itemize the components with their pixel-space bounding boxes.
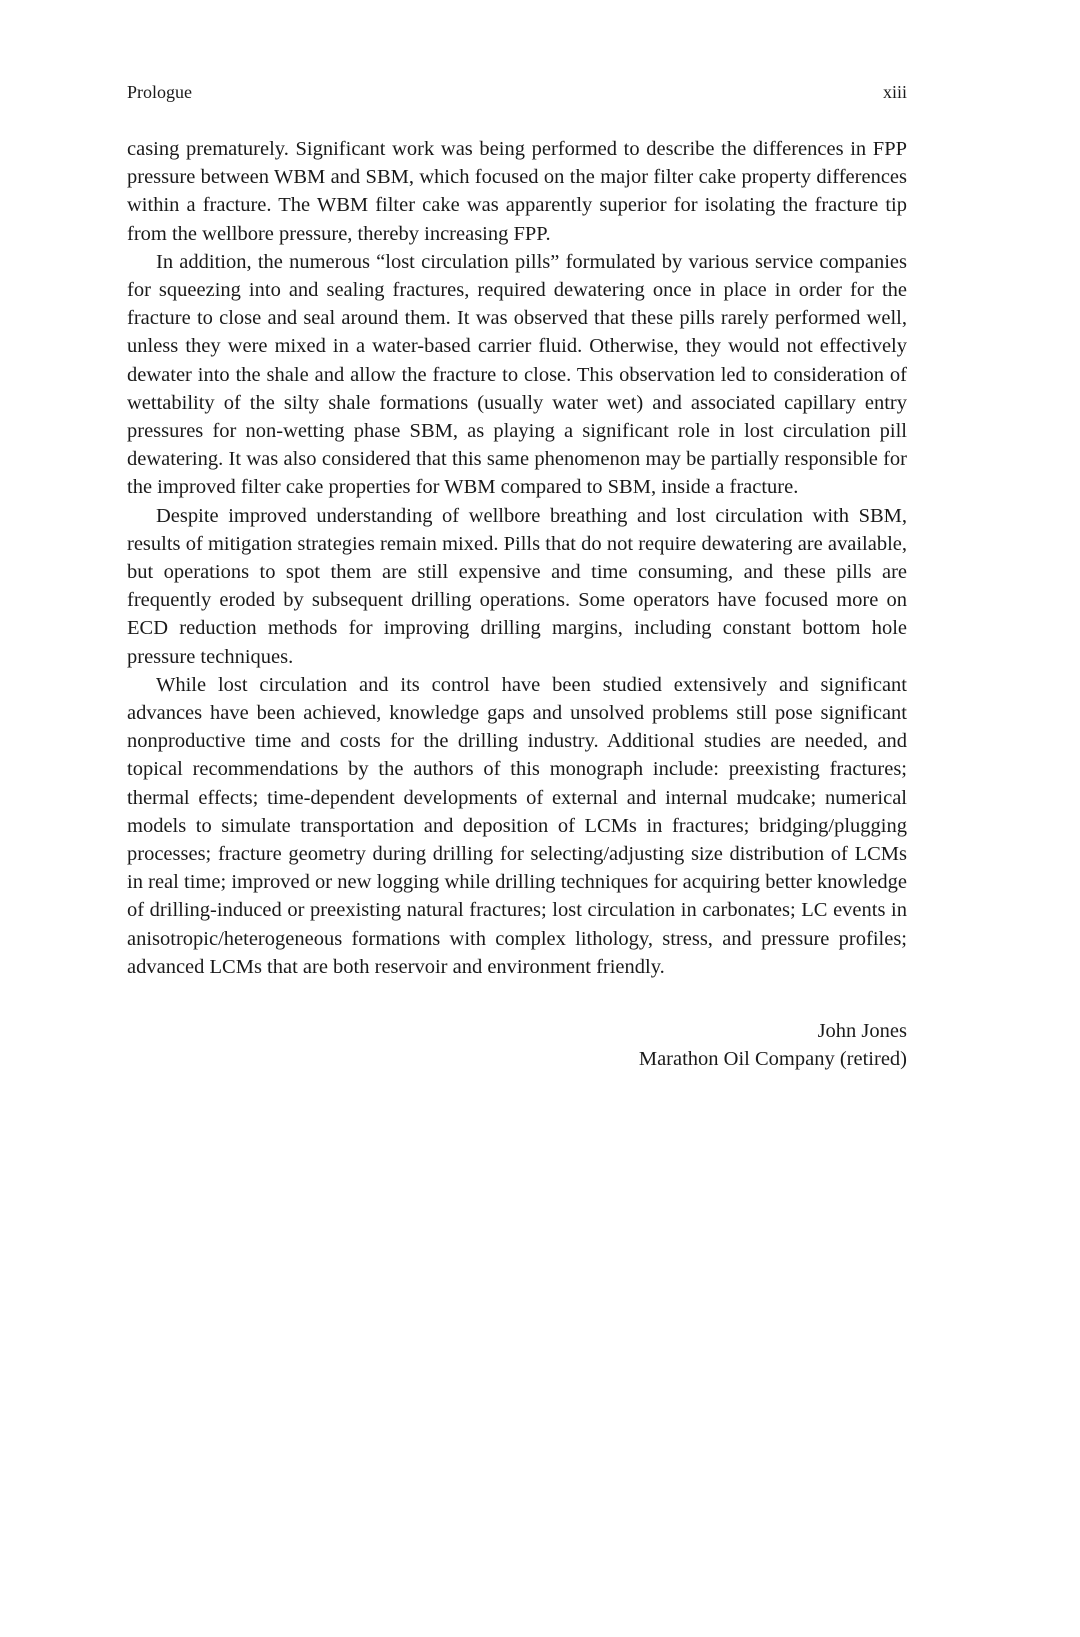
paragraph-2: In addition, the numerous “lost circulation pills” formulated by various service companies for squeezing into and sealing fractures, required dewatering once in place in order for the fracture to close and seal around them. It was observed that these pills rarely performed well, unless they were mixed in a water-based carrier fluid. Otherwise, they would not effectively dewater into the shale and allow the fracture to close. This observation led to consideration of wettability of the silty shale formations (usually water wet) and associated capillary entry pressures for non-wetting phase SBM, as playing a significant role in lost circulation pill dewatering. It was also considered that this same phenomenon may be partially responsible for the improved filter cake properties for WBM compared to SBM, inside a fracture. xyxy=(127,250,907,499)
paragraph-3: Despite improved understanding of wellbore breathing and lost circulation with SBM, results of mitigation strategies remain mixed. Pills that do not require dewatering are available, but operations to spot them are still expensive and time consuming, and these pills are frequently eroded by subsequent drilling operations. Some operators have focused more on ECD reduction methods for improving drilling margins, including constant bottom hole pressure techniques. xyxy=(127,504,907,668)
running-header xyxy=(127,80,907,104)
paragraph-1: casing prematurely. Significant work was being performed to describe the differences in FPP pressure between WBM and SBM, which focused on the major filter cake property differences within a fracture. The WBM filter cake was apparently superior for isolating the fracture tip from the wellbore pressure, thereby increasing FPP. xyxy=(127,138,907,245)
author-name: John Jones xyxy=(817,1020,907,1043)
author-affiliation: Marathon Oil Company (retired) xyxy=(638,1048,907,1071)
paragraph-4: While lost circulation and its control have been studied extensively and significant advances have been achieved, knowledge gaps and unsolved problems still pose significant nonproductive time and costs for the drilling industry. Additional studies are needed, and topical recommendations by the authors of this monograph include: preexisting fractures; thermal effects; time-dependent developments of external and internal mudcake; numerical models to simulate transportation and deposition of LCMs in fractures; bridging/plugging processes; fracture geometry during drilling for selecting/adjusting size distribution of LCMs in real time; improved or new logging while drilling techniques for acquiring better knowledge of drilling-induced or preexisting natural fractures; lost circulation in carbonates; LC events in anisotropic/heterogeneous formations with complex lithology, stress, and pressure profiles; advanced LCMs that are both reservoir and environment friendly. xyxy=(127,673,907,978)
page-number: xiii xyxy=(882,82,907,102)
signature-block xyxy=(127,1017,907,1073)
body-text xyxy=(127,135,907,981)
section-title: Prologue xyxy=(127,82,192,102)
book-page xyxy=(127,80,907,1074)
